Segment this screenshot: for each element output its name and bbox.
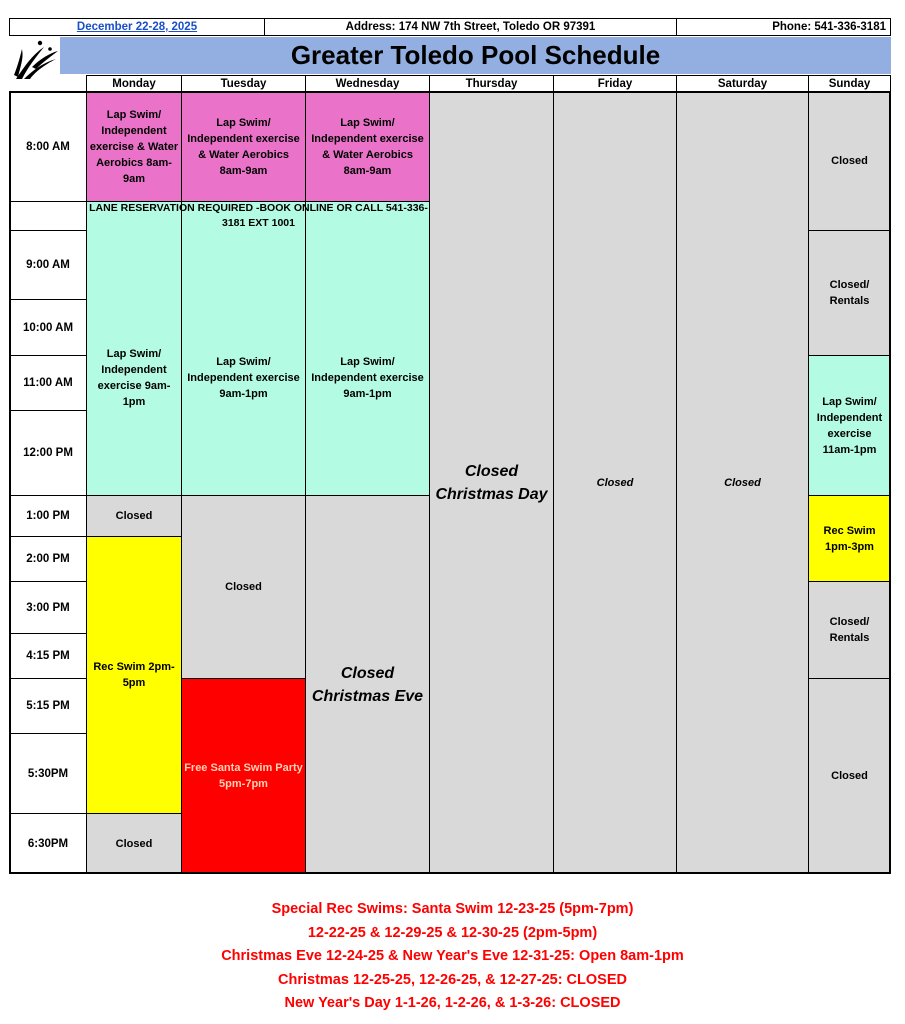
page-title: Greater Toledo Pool Schedule xyxy=(60,37,891,74)
day-header-tuesday: Tuesday xyxy=(181,75,306,92)
day-header-wednesday: Wednesday xyxy=(305,75,430,92)
note-line: 12-22-25 & 12-29-25 & 12-30-25 (2pm-5pm) xyxy=(307,924,598,941)
event-water-aerobics-monday: Lap Swim/ Independent exercise & Water Aerobics 8am-9am xyxy=(86,91,182,202)
event-santa-swim-party: Free Santa Swim Party 5pm-7pm xyxy=(181,678,306,874)
event-closed-saturday: Closed xyxy=(676,91,809,874)
address-text: Address: 174 NW 7th Street, Toledo OR 97391 xyxy=(265,19,677,35)
event-rentals-sunday: Closed/ Rentals xyxy=(808,230,891,356)
event-rec-swim-sunday: Rec Swim 1pm-3pm xyxy=(808,495,891,582)
event-closed-friday: Closed xyxy=(553,91,677,874)
event-rentals-sunday-afternoon: Closed/ Rentals xyxy=(808,581,891,679)
event-rec-swim-monday: Rec Swim 2pm-5pm xyxy=(86,536,182,814)
day-header-friday: Friday xyxy=(553,75,677,92)
day-header-monday: Monday xyxy=(86,75,182,92)
day-header-saturday: Saturday xyxy=(676,75,809,92)
event-water-aerobics-wednesday: Lap Swim/ Independent exercise & Water Aerobics 8am-9am xyxy=(305,91,430,202)
time-slot: 2:00 PM xyxy=(9,536,87,582)
time-slot: 5:15 PM xyxy=(9,678,87,734)
time-slot: 5:30PM xyxy=(9,733,87,814)
time-slot: 9:00 AM xyxy=(9,230,87,300)
time-slot: 12:00 PM xyxy=(9,410,87,496)
splash-logo-icon xyxy=(10,37,60,82)
special-notes xyxy=(0,898,905,1016)
note-line: Special Rec Swims: Santa Swim 12-23-25 (5pm-7pm) xyxy=(271,901,634,917)
time-slot xyxy=(9,201,87,231)
time-slot: 1:00 PM xyxy=(9,495,87,537)
event-water-aerobics-tuesday: Lap Swim/ Independent exercise & Water Aerobics 8am-9am xyxy=(181,91,306,202)
note-line: New Year's Day 1-1-26, 1-2-26, & 1-3-26: CLOSED xyxy=(284,995,621,1011)
time-slot: 8:00 AM xyxy=(9,91,87,202)
time-slot: 6:30PM xyxy=(9,813,87,874)
note-line: Christmas 12-25-25, 12-26-25, & 12-27-25: CLOSED xyxy=(278,971,627,988)
event-closed-sunday-morning: Closed xyxy=(808,91,891,231)
event-lap-swim-monday: Lap Swim/ Independent exercise 9am-1pm xyxy=(86,201,182,496)
note-line: Christmas Eve 12-24-25 & New Year's Eve 12-31-25: Open 8am-1pm xyxy=(221,948,684,964)
time-slot: 11:00 AM xyxy=(9,355,87,411)
time-slot: 4:15 PM xyxy=(9,633,87,679)
info-bar xyxy=(9,18,891,36)
event-closed-christmas-day: Closed Christmas Day xyxy=(429,91,554,874)
time-slot: 3:00 PM xyxy=(9,581,87,634)
lane-reservation-note: LANE RESERVATION REQUIRED -BOOK ONLINE OR CALL 541-336-3181 EXT 1001 xyxy=(89,202,428,229)
day-header-sunday: Sunday xyxy=(808,75,891,92)
event-lap-swim-tuesday: Lap Swim/ Independent exercise 9am-1pm xyxy=(181,201,306,496)
day-header-thursday: Thursday xyxy=(429,75,554,92)
event-lap-swim-wednesday: Lap Swim/ Independent exercise 9am-1pm xyxy=(305,201,430,496)
event-closed-tuesday: Closed xyxy=(181,495,306,679)
time-slot: 10:00 AM xyxy=(9,299,87,356)
event-closed-sunday-evening: Closed xyxy=(808,678,891,874)
event-lap-swim-sunday: Lap Swim/ Independent exercise 11am-1pm xyxy=(808,355,891,496)
phone-text: Phone: 541-336-3181 xyxy=(772,21,886,33)
event-closed-monday: Closed xyxy=(86,495,182,537)
event-closed-monday-evening: Closed xyxy=(86,813,182,874)
event-closed-christmas-eve: Closed Christmas Eve xyxy=(305,495,430,874)
date-range-link[interactable]: December 22-28, 2025 xyxy=(10,19,265,35)
